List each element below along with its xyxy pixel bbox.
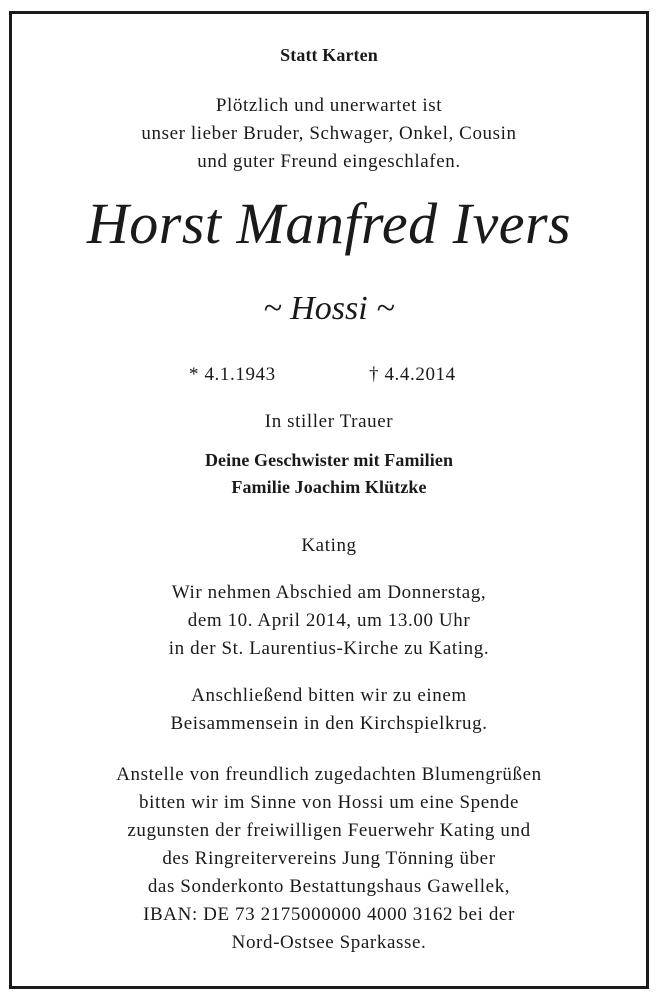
mourner-line-1: Deine Geschwister mit Familien	[204, 450, 454, 470]
header-statt-karten: Statt Karten	[280, 45, 378, 65]
place-name: Kating	[301, 535, 357, 556]
death-date: † 4.4.2014	[369, 364, 456, 385]
gathering-line-1: Anschließend bitten wir zu einem	[191, 685, 467, 706]
mourning-phrase: In stiller Trauer	[264, 411, 394, 432]
donation-line-6: IBAN: DE 73 2175000000 4000 3162 bei der	[143, 904, 515, 925]
donation-line-2: bitten wir im Sinne von Hossi um eine Spende	[139, 792, 519, 813]
deceased-name: Horst Manfred Ivers	[86, 191, 572, 256]
birth-date: * 4.1.1943	[189, 364, 276, 385]
intro-line-2: unser lieber Bruder, Schwager, Onkel, Cousin	[141, 123, 517, 144]
donation-line-1: Anstelle von freundlich zugedachten Blumengrüßen	[116, 764, 542, 785]
donation-line-3: zugunsten der freiwilligen Feuerwehr Kating und	[127, 820, 531, 841]
intro-line-3: und guter Freund eingeschlafen.	[197, 151, 461, 172]
funeral-line-1: Wir nehmen Abschied am Donnerstag,	[171, 582, 487, 603]
donation-line-4: des Ringreitervereins Jung Tönning über	[162, 848, 496, 869]
donation-line-5: das Sonderkonto Bestattungshaus Gawellek,	[147, 876, 511, 897]
funeral-line-2: dem 10. April 2014, um 13.00 Uhr	[187, 610, 471, 631]
mourner-line-2: Familie Joachim Klützke	[231, 477, 427, 497]
deceased-nickname: ~ Hossi ~	[263, 290, 395, 327]
funeral-line-3: in der St. Laurentius-Kirche zu Kating.	[168, 638, 490, 659]
gathering-line-2: Beisammensein in den Kirchspielkrug.	[170, 713, 488, 734]
donation-line-7: Nord-Ostsee Sparkasse.	[231, 932, 427, 953]
intro-line-1: Plötzlich und unerwartet ist	[215, 95, 443, 116]
